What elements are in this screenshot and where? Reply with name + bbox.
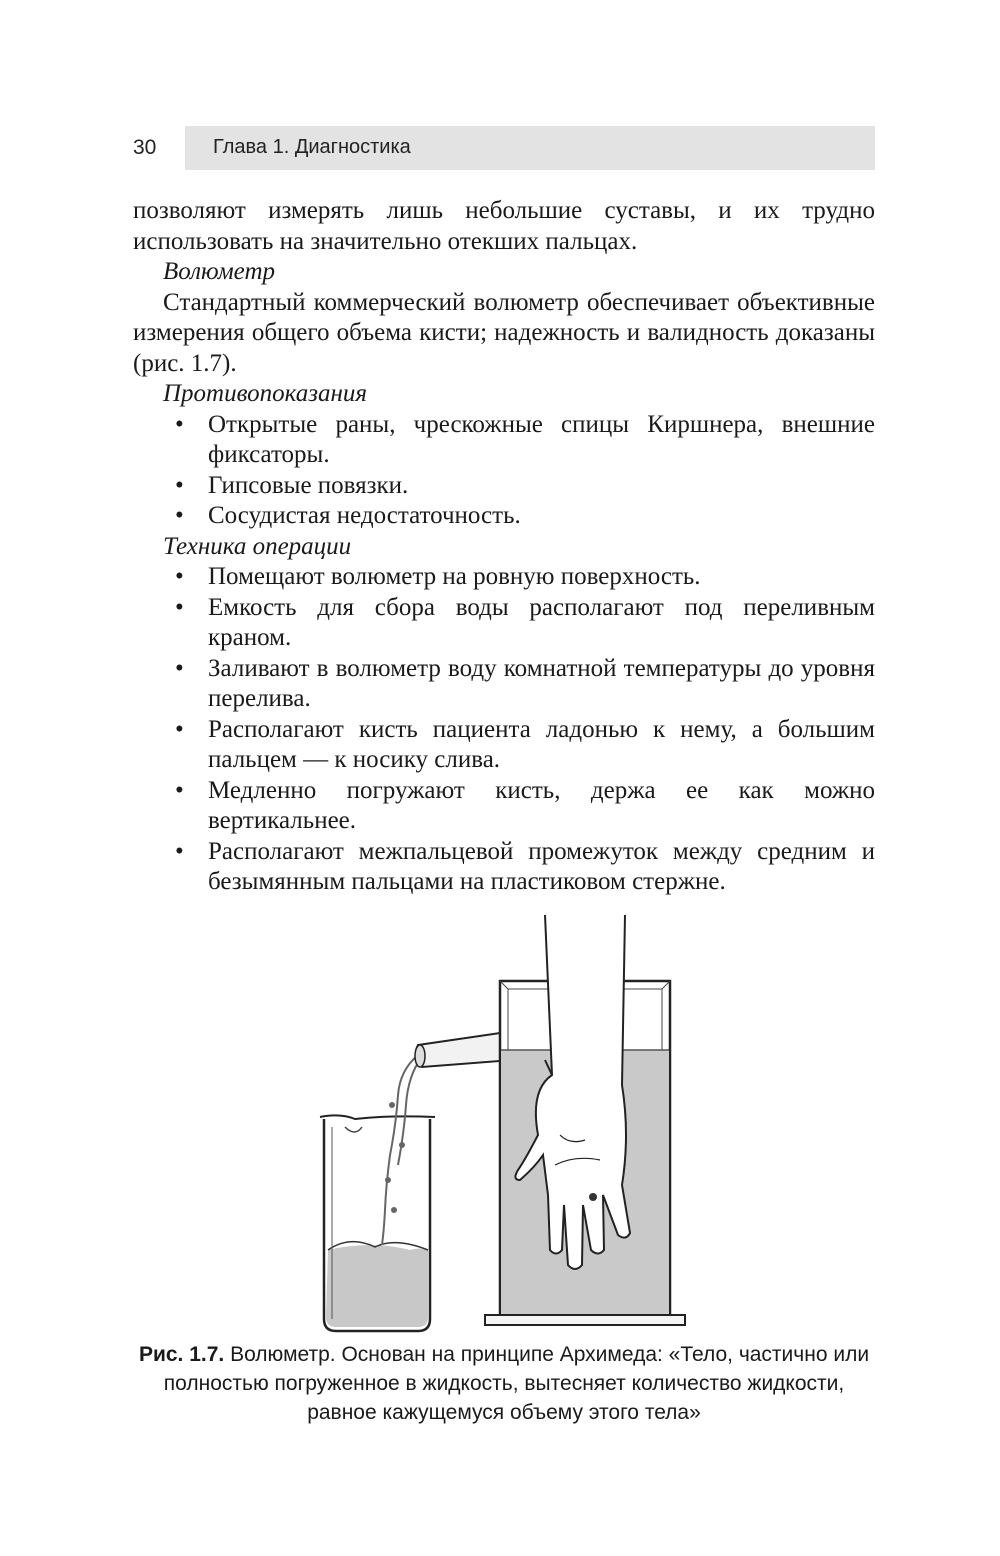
- list-item: • Медленно погружают кисть, держа ее как можно вертикальнее.: [175, 776, 875, 834]
- chapter-band: [185, 126, 875, 170]
- figure-caption: [133, 1340, 875, 1427]
- running-header: [133, 126, 875, 170]
- list-item: • Открытые раны, чрескожные спицы Киршнера, внешние фиксаторы.: [175, 410, 875, 468]
- body-text: [133, 196, 875, 898]
- bullet-icon: •: [175, 471, 184, 499]
- list-item: • Располагают кисть пациента ладонью к нему, а большим пальцем — к носику слива.: [175, 715, 875, 773]
- bullet-icon: •: [175, 593, 184, 621]
- list-item: • Гипсовые повязки.: [133, 471, 875, 502]
- bullet-icon: •: [175, 563, 184, 590]
- volumeter-paragraph: Стандартный коммерческий волюметр обеспечивает объективные измерения общего объема кисти; надежность и валидность доказаны (рис. 1.7).: [133, 288, 875, 377]
- list-item: • Помещают волюметр на ровную поверхность.: [133, 562, 875, 593]
- figure-label: Рис. 1.7.: [138, 1343, 225, 1366]
- bullet-icon: •: [175, 410, 184, 438]
- overflow-spout: [415, 1033, 500, 1067]
- bullet-icon: •: [175, 502, 184, 529]
- technique-list: [133, 562, 875, 898]
- water-stream: [382, 1055, 422, 1245]
- volumeter-illustration: [300, 905, 700, 1335]
- contraindications-list: [133, 410, 875, 532]
- list-item: • Располагают межпальцевой промежуток между средним и безымянным пальцами на пластиковом стержне.: [175, 837, 875, 895]
- beaker: [320, 1115, 460, 1331]
- intro-paragraph: позволяют измерять лишь небольшие суставы, и их трудно использовать на значительно отекших пальцах.: [133, 197, 875, 255]
- bullet-icon: •: [175, 654, 184, 682]
- contraindications-heading: Противопоказания: [163, 380, 367, 407]
- figure-caption-text: Волюметр. Основан на принципе Архимеда: «Тело, частично или полностью погруженное в жидкость, вытесняет количество жидкости, равное кажущемуся объему этого тела»: [163, 1343, 870, 1424]
- bullet-icon: •: [175, 715, 184, 743]
- chapter-title: Глава 1. Диагностика: [213, 136, 411, 158]
- volumeter-heading: Волюметр: [163, 258, 275, 285]
- technique-heading: Техника операции: [163, 532, 352, 560]
- list-item: • Емкость для сбора воды располагают под переливным краном.: [175, 593, 875, 651]
- list-item: • Заливают в волюметр воду комнатной температуры до уровня перелива.: [175, 654, 875, 712]
- page-number: 30: [133, 136, 157, 159]
- bullet-icon: •: [175, 776, 184, 804]
- bullet-icon: •: [175, 837, 184, 865]
- list-item: • Сосудистая недостаточность.: [133, 501, 875, 532]
